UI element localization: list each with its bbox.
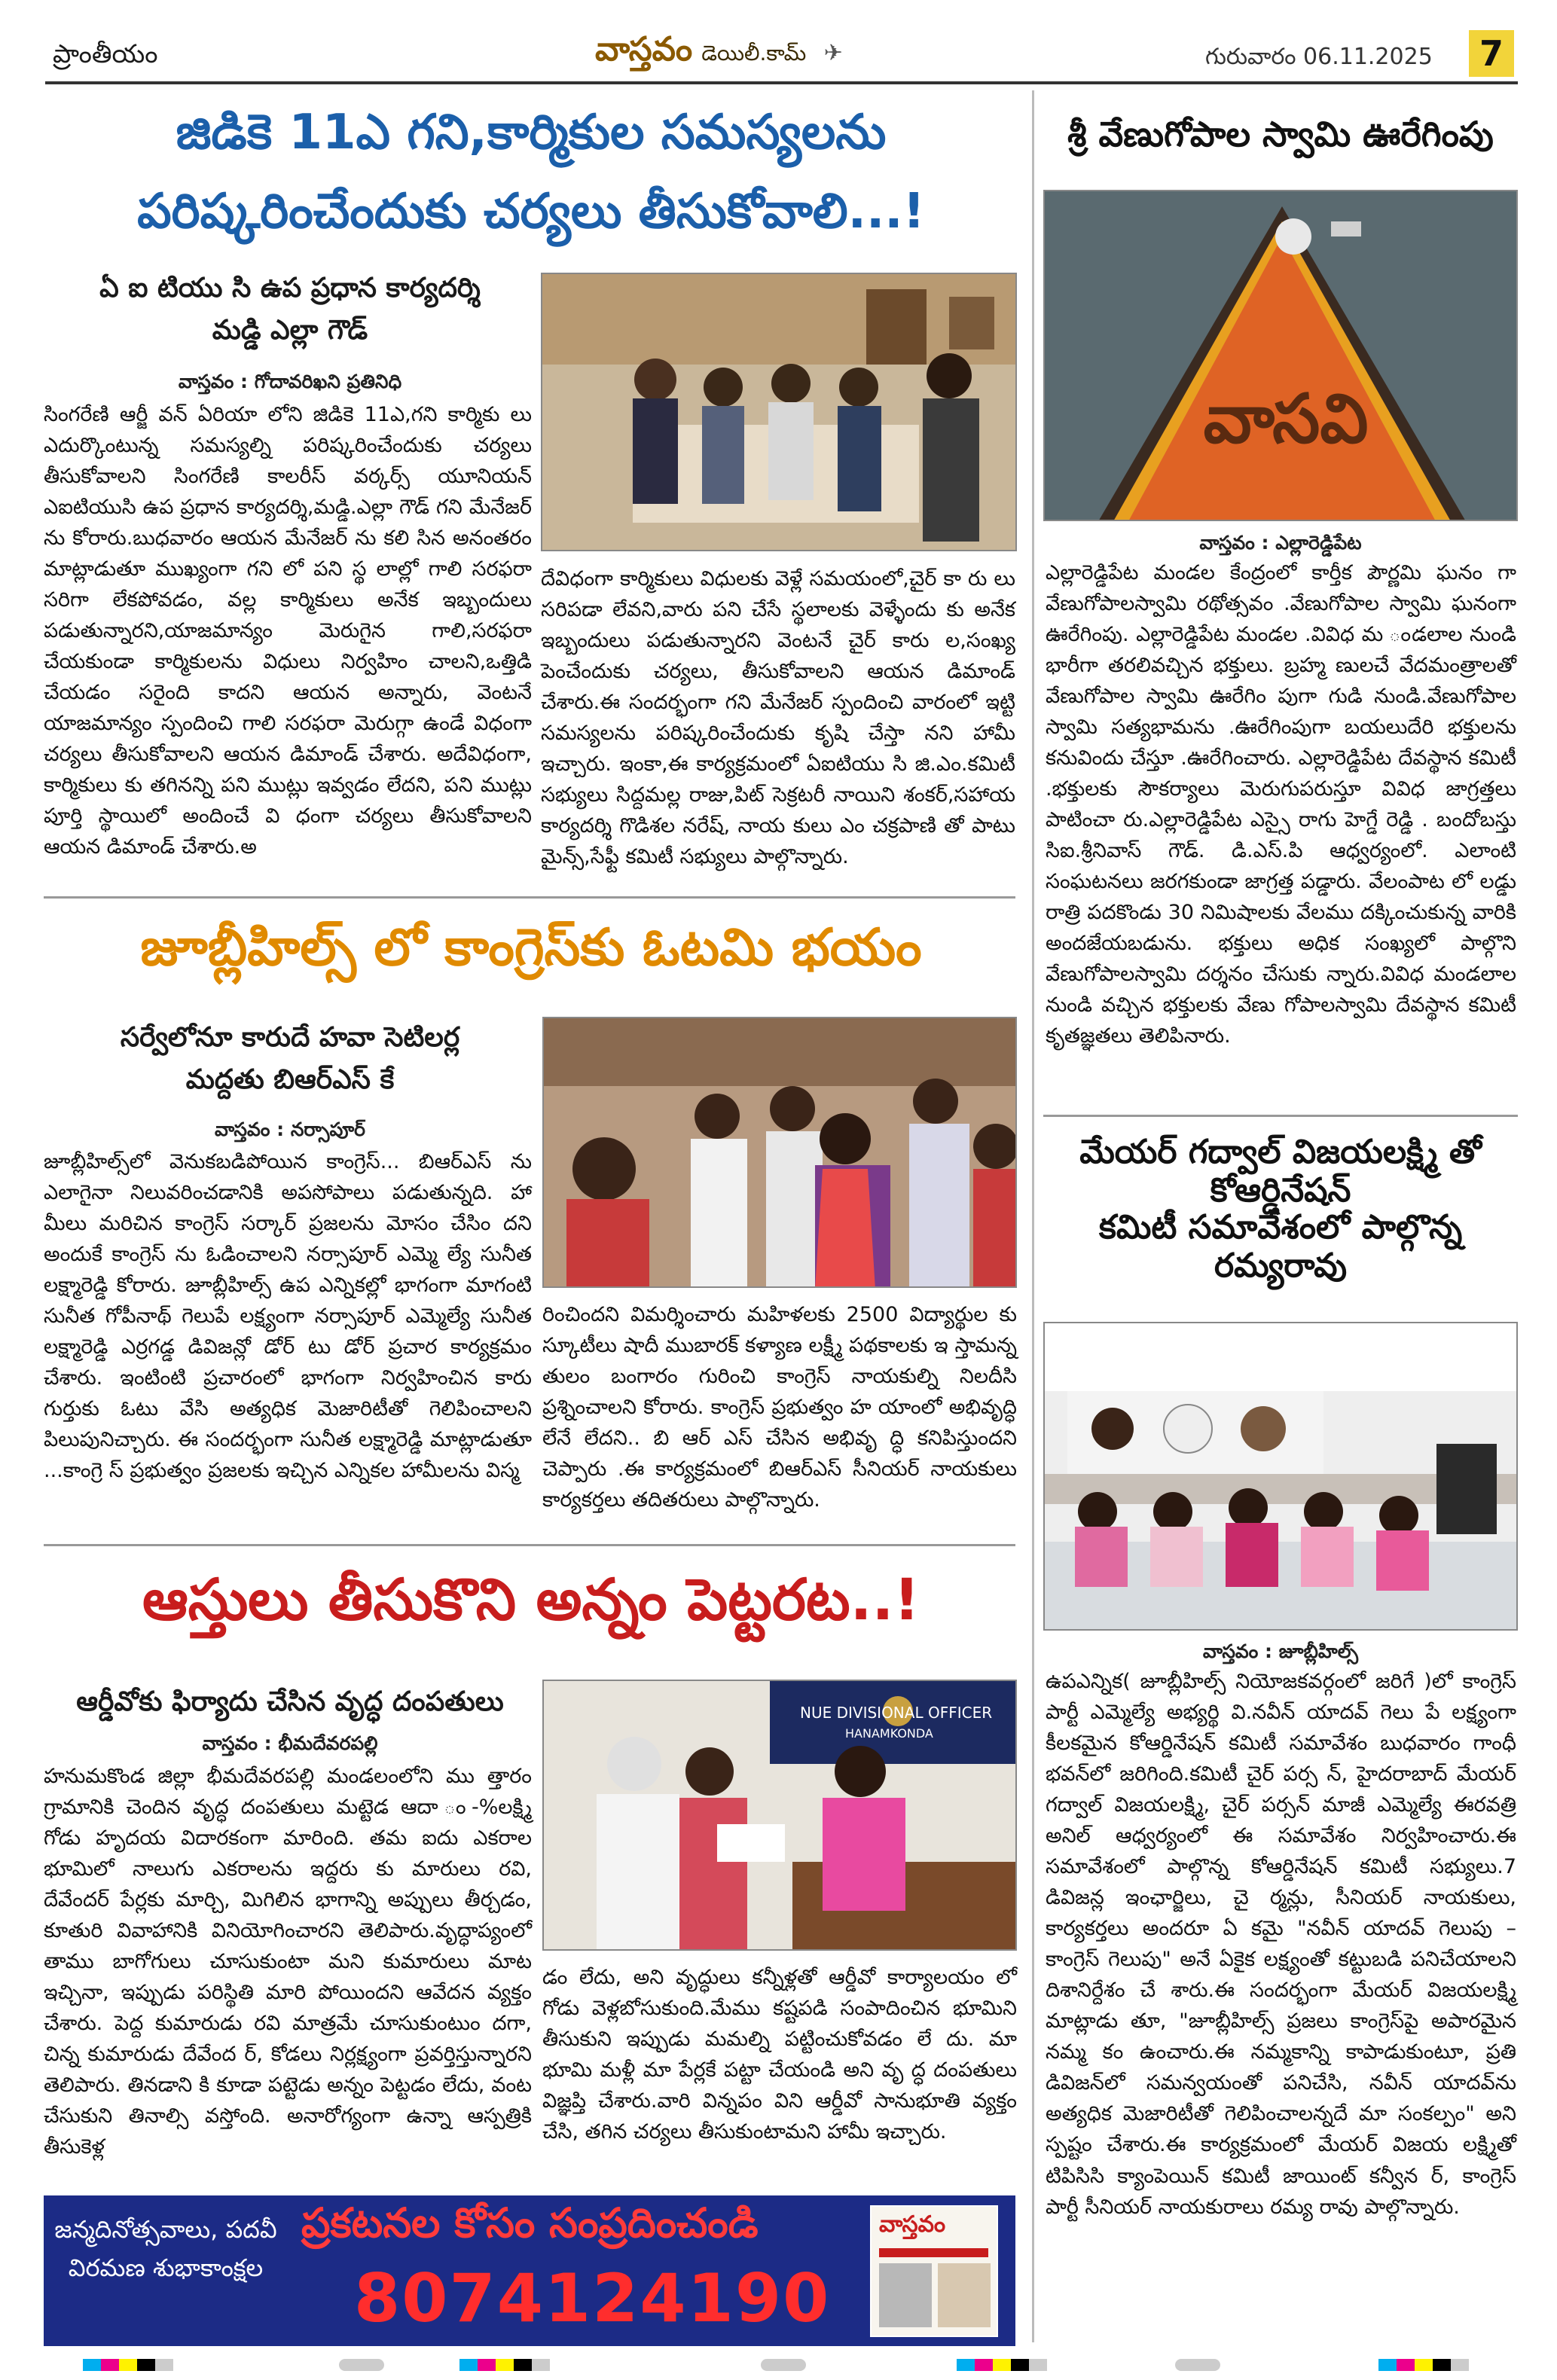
story4-headline: శ్రీ వేణుగోపాల స్వామి ఊరేగింపు — [1067, 114, 1494, 154]
masthead-sub: డెయిలీ.కామ్ — [701, 41, 807, 66]
story5-photo-image — [1045, 1323, 1518, 1631]
section-divider — [44, 896, 1015, 899]
office-sign: NUE DIVISIONAL OFFICER — [800, 1704, 993, 1722]
story5-photo — [1043, 1322, 1518, 1631]
header-rule — [45, 81, 1518, 84]
story1-body-col2: దేవిధంగా కార్మికులు విధులకు వెళ్లే సమయంలో,చైర్ కా రు లు సరిపడా లేవని,వారు పని చేసే స్థలాలకు వెళ్ళేందు కు అనేక ఇబ్బందులు పడుతున్నారని వెంటనే చైర్ కారు ల,సంఖ్య పెంచేందుకు చర్యలు, తీసుకోవాలని ఆయన డిమాండ్ చేశారు.ఈ సందర్భంగా గని మేనేజర్ స్పందించి వారంలో ఇట్టి సమస్యలను పరిష్కరించేందుకు కృషి చేస్తా నని హామీ ఇచ్చారు. ఇంకా,ఈ కార్యక్రమంలో ఏఐటియు సి జి.ఎం.కమిటీ సభ్యులు సిద్దమల్ల రాజు,పిట్ సెక్రటరీ నాయిని శంకర్,సహాయ కార్యదర్శి గొడిశల నరేష్, నాయ కులు ఎం చక్రపాణి తో పాటు మైన్స్,సేఫ్టీ కమిటీ సభ్యులు పాల్గొన్నారు. — [541, 567, 1015, 869]
color-bar — [1175, 2359, 1220, 2371]
story3-byline: వాస్తవం : భీమదేవరపల్లి — [202, 1732, 378, 1754]
story5-headline-line2: కమిటీ సమావేశంలో పాల్గొన్న రమ్యరావు — [1098, 1208, 1463, 1285]
story3-body-col1: హనుమకొండ జిల్లా భీమదేవరపల్లి మండలంలోని ము త్తారం గ్రామానికి చెందిన వృద్ధ దంపతులు మట్టెడ ఆదా ం-%లక్ష్మి గోడు హృదయ విదారకంగా మారింది. తమ ఐదు ఎకరాల భూమిలో నాలుగు ఎకరాలను ఇద్దరు కు మారులు రవి, దేవేందర్ పేర్లకు మార్చి, మిగిలిన భాగాన్ని అప్పులు తీర్చడం, కూతురి వివాహానికి వినియోగించారని తెలిపారు.వృద్ధాప్యంలో తాము బాగోగులు చూసుకుంటా మని కుమారులు మాట ఇచ్చినా, ఇప్పుడు పరిస్థితి మారి పోయిందని ఆవేదన వ్యక్తం చేశారు. పెద్ద కుమారుడు రవి మాత్రమే చూసుకుంటుం దగా, చిన్న కుమారుడు దేవేంద ర్, కోడలు నిర్లక్ష్యంగా ప్రవర్తిస్తున్నారని తెలిపారు. తినడాని కి కూడా పట్టెడు అన్నం పెట్టడం లేదు, వంట చేసుకుని తినాల్సి వస్తోంది. అనారోగ్యంగా ఉన్నా ఆస్పత్రికి తీసుకెళ్ల — [44, 1765, 532, 2159]
color-bar — [339, 2359, 384, 2371]
story1-headline-line1: జిడికె 11ఎ గని,కార్మికుల సమస్యలను — [176, 105, 887, 160]
office-sign-city: HANAMKONDA — [845, 1726, 933, 1741]
color-bar — [761, 2359, 806, 2371]
story2-body-col2: రించిందని విమర్శించారు మహిళలకు 2500 విద్యార్థుల కు స్కూటీలు షాదీ ముబారక్ కళ్యాణ లక్ష్మీ పథకాలకు ఇ స్తామన్న తులం బంగారం గురించి కాంగ్రెస్ నాయకుల్ని నిలదీసి ప్రశ్నించాలని కోరారు. కాంగ్రెస్ ప్రభుత్వం హ యాంలో అభివృద్ధి లేనే లేదని.. బి ఆర్ ఎస్ చేసిన అభివృ ద్ధి కనిపిస్తుందని చెప్పారు .ఈ కార్యక్రమంలో బిఆర్ఎస్ సీనియర్ నాయకులు కార్యకర్తలు తదితరులు పాల్గొన్నారు. — [542, 1303, 1017, 1512]
page-number: 7 — [1469, 30, 1514, 77]
story2-byline: వాస్తవం : నర్సాపూర్ — [214, 1118, 365, 1140]
floral-lettering: వాసవి — [1203, 380, 1369, 459]
section-label: ప్రాంతీయం — [53, 39, 158, 69]
story1-subhead — [45, 267, 535, 352]
column-divider — [1032, 90, 1034, 2342]
story5-headline-line1: మేయర్ గద్వాల్ విజయలక్ష్మి తో కోఆర్డినేషన్ — [1079, 1133, 1482, 1210]
ad-left-text: జన్మదినోత్సవాలు, పదవీ విరమణ శుభాకాంక్షల — [54, 2215, 277, 2283]
story1-photo-image — [542, 274, 1017, 551]
color-bar — [957, 2359, 1047, 2371]
story1-body-col1: సింగరేణి ఆర్జీ వన్ ఏరియా లోని జిడికె 11ఎ,గని కార్మికు లు ఎదుర్కొంటున్న సమస్యల్ని పరిష్కరించేందుకు చర్యలు తీసుకోవాలని సింగరేణి కాలరీస్ వర్కర్స్ యూనియన్ ఎఐటియుసి ఉప ప్రధాన కార్యదర్శి,మడ్డి.ఎల్లా గౌడ్ గని మేనేజర్ ను కోరారు.బుధవారం ఆయన మేనేజర్ ను కలి సిన అనంతరం మాట్లాడుతూ ముఖ్యంగా గని లో పని స్థ లాల్లో గాలి సరఫరా సరిగా లేకపోవడం, వల్ల కార్మికులు అనేక ఇబ్బందులు పడుతున్నారని,యాజమాన్యం మెరుగైన గాలి,సరఫరా చేయకుండా కార్మికులను విధులు నిర్వహిం చాలని,ఒత్తిడి చేయడం సరైంది కాదని ఆయన అన్నారు, వెంటనే యాజమాన్యం స్పందించి గాలి సరఫరా మెరుగ్గా ఉండే విధంగా చర్యలు తీసుకోవాలని ఆయన డిమాండ్ చేశారు. అదేవిధంగా, కార్మికులు కు తగినన్ని పని ముట్లు ఇవ్వడం లేదని, పని ముట్లు పూర్తి స్థాయిలో అందించే వి ధంగా చర్యలు తీసుకోవాలని ఆయన డిమాండ్ చేశారు.అ — [44, 403, 532, 859]
story4-photo — [1043, 190, 1518, 521]
story1-subhead-line1: ఏ ఐ టియు సి ఉప ప్రధాన కార్యదర్శి — [99, 273, 481, 304]
story3-body-col2: డం లేదు, అని వృద్ధులు కన్నీళ్లతో ఆర్డీవో కార్యాలయం లో గోడు వెళ్లబోసుకుంది.మేము కష్టపడి సంపాదించిన భూమిని తీసుకుని ఇప్పుడు మమల్ని పట్టించుకోవడం లే దు. మా భూమి మళ్లీ మా పేర్లకే పట్టా చేయండి అని వృ ద్ధ దంపతులు విజ్ఞప్తి చేశారు.వారి విన్నపం విని ఆర్డీవో సానుభూతి వ్యక్తం చేసి, తగిన చర్యలు తీసుకుంటామని హామీ ఇచ్చారు. — [542, 1966, 1017, 2144]
story3-photo — [542, 1680, 1017, 1951]
story5-body: ఉపఎన్నిక( జూబ్లీహిల్స్ నియోజకవర్గంలో జరిగే )లో కాంగ్రెస్ పార్టీ ఎమ్మెల్యే అభ్యర్థి వి.నవీన్ యాదవ్ గెలు పే లక్ష్యంగా కీలకమైన కోఆర్డినేషన్ కమిటీ సమావేశం బుధవారం గాంధీ భవన్‌లో జరిగింది.కమిటీ చైర్ పర్స న్, హైదరాబాద్ మేయర్ గద్వాల్ విజయలక్ష్మి, చైర్ పర్సన్ మాజీ ఎమ్మెల్యే ఈరవత్రి అనిల్ ఆధ్వర్యంలో ఈ సమావేశం నిర్వహించారు.ఈ సమావేశంలో పాల్గొన్న కోఆర్డినేషన్ కమిటీ సభ్యులు.7 డివిజన్ల ఇంఛార్జిలు, చై ర్మన్లు, సీనియర్ నాయకులు, కార్యకర్తలు అందరూ ఏ కమై "నవీన్ యాదవ్ గెలుపు – కాంగ్రెస్ గెలుపు" అనే ఏకైక లక్ష్యంతో కట్టుబడి పనిచేయాలని దిశానిర్దేశం చే శారు.ఈ సందర్భంగా మేయర్ విజయలక్ష్మి మాట్లాడు తూ, "జూబ్లీహిల్స్ ప్రజలు కాంగ్రెస్‌పై అపారమైన నమ్మ కం ఉంచారు.ఈ నమ్మకాన్ని కాపాడుకుంటూ, ప్రతి డివిజన్‌లో సమన్వయంతో పనిచేసి, నవీన్ యాదవ్‌ను అత్యధిక మెజారిటీతో గెలిపించాలన్నదే మా సంకల్పం" అని స్పష్టం చేశారు.ఈ కార్యక్రమంలో మేయర్ విజయ లక్ష్మితో టిపిసిసి క్యాంపెయిన్ కమిటీ జాయింట్ కన్వీన ర్, కాంగ్రెస్ పార్టీ సీనియర్ నాయకురాలు రమ్య రావు పాల్గొన్నారు. — [1046, 1670, 1516, 2219]
bird-icon: ✈ — [823, 40, 843, 66]
color-bar — [459, 2359, 550, 2371]
ad-paper-thumbnail — [870, 2205, 998, 2337]
section-divider — [1043, 1115, 1518, 1117]
story2-headline: జూబ్లీహిల్స్ లో కాంగ్రెస్‌కు ఓటమి భయం — [140, 918, 922, 978]
story2-subhead-line1: సర్వేలోనూ కారుదే హవా సెటిలర్ల — [120, 1022, 460, 1053]
color-bar — [83, 2359, 173, 2371]
story2-photo-image — [544, 1018, 1017, 1288]
story5-byline: వాస్తవం : జూబ్లీహిల్స్ — [1202, 1640, 1359, 1662]
story1-photo — [541, 273, 1017, 551]
story3-subhead: ఆర్డీవోకు ఫిర్యాదు చేసిన వృద్ధ దంపతులు — [76, 1686, 504, 1717]
story1-byline: వాస్తవం : గోదావరిఖని ప్రతినిధి — [178, 371, 402, 392]
story2-subhead-line2: మద్దతు బిఆర్ఎస్ కే — [185, 1063, 395, 1095]
color-bar — [1378, 2359, 1469, 2371]
story1-headline-line2: పరిష్కరించేందుకు చర్యలు తీసుకోవాలి...! — [137, 184, 925, 240]
story2-photo — [542, 1017, 1017, 1288]
story1-subhead-line2: మడ్డి ఎల్లా గౌడ్ — [212, 314, 368, 346]
story3-headline: ఆస్తులు తీసుకొని అన్నం పెట్టరట..! — [142, 1566, 920, 1633]
ad-phone: 8074124190 — [354, 2259, 831, 2337]
masthead — [595, 30, 843, 77]
ad-paper-masthead: వాస్తవం — [879, 2211, 946, 2238]
ad-title: ప్రకటనల కోసం సంప్రదించండి — [301, 2199, 759, 2247]
story4-body: ఎల్లారెడ్డిపేట మండల కేంద్రంలో కార్తీక పౌర్ణమి ఘనం గా వేణుగోపాలస్వామి రథోత్సవం .వేణుగోపాల స్వామి ఘనంగా ఊరేగింపు. ఎల్లారెడ్డిపేట మండల .వివిధ మ ండలాల నుండి భారీగా తరలివచ్చిన భక్తులు. బ్రహ్మ ణులచే వేదమంత్రాలతో వేణుగోపాల స్వామి ఊరేగిం పుగా గుడి నుండి.వేణుగోపాల స్వామి సత్యభామను .ఊరేగింపుగా బయలుదేరి భక్తులను కనువిందు చేస్తూ .ఊరేగించారు. ఎల్లారెడ్డిపేట దేవస్థాన కమిటీ .భక్తులకు సౌకర్యాలు మెరుగుపరుస్తూ వివిధ జాగ్రత్తలు పాటించా రు.ఎల్లారెడ్డిపేట ఎస్సై రాగు హెగ్డే రెడ్డి . బందోబస్తు సిఐ.శ్రీనివాస్ గౌడ్. డి.ఎస్.పి ఆధ్వర్యంలో. ఎలాంటి సంఘటనలు జరగకుండా జాగ్రత్త పడ్డారు. వేలంపాట లో లడ్డు రాత్రి పదకొండు 30 నిమిషాలకు వేలము దక్కించుకున్న వారికి అందజేయబడును. భక్తులు అధిక సంఖ్యలో పాల్గొని వేణుగోపాలస్వామి దర్శనం చేసుకు న్నారు.వివిధ మండలాల నుండి వచ్చిన భక్తులకు వేణు గోపాలస్వామి దేవస్థాన కమిటీ కృతజ్ఞతలు తెలిపినారు. — [1046, 561, 1516, 1048]
story4-byline: వాస్తవం : ఎల్లారెడ్డిపేట — [1199, 532, 1362, 554]
story2-subhead — [45, 1017, 535, 1101]
section-divider — [44, 1544, 1015, 1546]
masthead-title: వాస్తవం — [595, 30, 693, 69]
issue-date: గురువారం 06.11.2025 — [1205, 44, 1433, 70]
story2-body-col1: జూబ్లీహిల్స్‌లో వెనుకబడిపోయిన కాంగ్రెస్... బిఆర్ఎస్ ను ఎలాగైనా నిలువరించడానికి అపసోపాలు పడుతున్నది. హా మీలు మరిచిన కాంగ్రెస్ సర్కార్ ప్రజలను మోసం చేసిం దని అందుకే కాంగ్రెస్ ను ఓడించాలని నర్సాపూర్ ఎమ్మె ల్యే సునీత లక్ష్మారెడ్డి కోరారు. జూబ్లీహిల్స్ ఉప ఎన్నికల్లో భాగంగా మాగంటి సునీత గోపీనాథ్ గెలుపే లక్ష్యంగా నర్సాపూర్ ఎమ్మెల్యే సునీత లక్ష్మారెడ్డి ఎర్రగడ్డ డివిజన్లో డోర్ టు డోర్ ప్రచార కార్యక్రమం చేశారు. ఇంటింటి ప్రచారంలో భాగంగా నిర్వహించిన కారు గుర్తుకు ఓటు వేసి అత్యధిక మెజారిటీతో గెలిపించాలని పిలుపునిచ్చారు. ఈ సందర్భంగా సునీత లక్ష్మారెడ్డి మాట్లాడుతూ ...కాంగ్రె స్ ప్రభుత్వం ప్రజలకు ఇచ్చిన ఎన్నికల హామీలను విస్మ — [44, 1150, 532, 1483]
